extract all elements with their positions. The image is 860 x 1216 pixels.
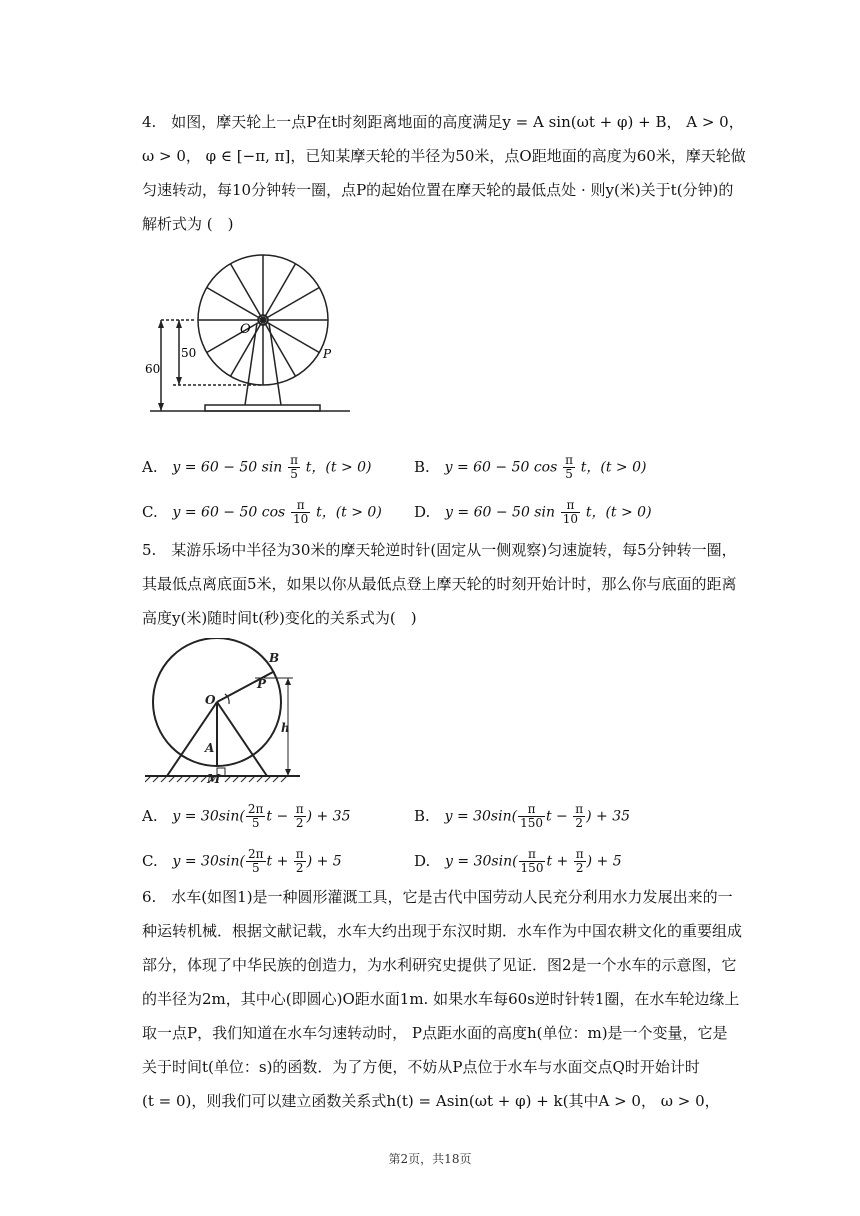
label-h: h — [281, 721, 290, 735]
q6-line-1: 6. 水车(如图1)是一种圆形灌溉工具，它是古代中国劳动人民充分利用水力发展出来的一 — [142, 888, 733, 906]
option-label: A. — [142, 806, 158, 825]
label-O: O — [205, 693, 216, 707]
page-footer: 第2页，共18页 — [388, 1152, 472, 1166]
q5-line-1: 5. 某游乐场中半径为30米的摩天轮逆时针(固定从一侧观察)匀速旋转，每5分钟转一圈， — [142, 541, 737, 559]
q5-option-d[interactable]: D. y = 30sin( $\frac{\pi}{150}$ t + $\frac{\pi}{2}$ ) + 5 — [414, 847, 622, 875]
option-label: D. — [414, 502, 431, 521]
q6-line-5: 取一点P，我们知道在水车匀速转动时， P点距水面的高度h(单位：m)是一个变量，它是 — [142, 1024, 728, 1042]
label-B: B — [269, 651, 280, 665]
q6-line-7: (t = 0)，则我们可以建立函数关系式h(t) = Asin(ωt + φ) + k(其中A > 0， ω > 0， — [142, 1092, 720, 1110]
q4-option-c[interactable]: C. y = 60 − 50 cos $\frac{\pi}{10}$ t，(t > 0) — [142, 498, 382, 526]
option-label: B. — [414, 457, 430, 476]
ferris-wheel-figure — [145, 245, 360, 420]
option-label: B. — [414, 806, 430, 825]
label-P: P — [323, 347, 332, 361]
q6-line-3: 部分，体现了中华民族的创造力，为水利研究史提供了见证．图2是一个水车的示意图，它 — [142, 956, 737, 974]
label-50: 50 — [181, 346, 197, 360]
q6-line-4: 的半径为2m，其中心(即圆心)O距水面1m. 如果水车每60s逆时针转1圈，在水车轮边缘上 — [142, 990, 740, 1008]
label-M: M — [207, 772, 221, 786]
q5-line-2: 其最低点离底面5米，如果以你从最低点登上摩天轮的时刻开始计时，那么你与底面的距离 — [142, 575, 737, 593]
option-label: C. — [142, 851, 158, 870]
q4-option-b[interactable]: B. y = 60 − 50 cos $\frac{\pi}{5}$ t，(t > 0) — [414, 453, 647, 481]
label-A: A — [205, 741, 215, 755]
q6-line-2: 种运转机械．根据文献记载，水车大约出现于东汉时期．水车作为中国农耕文化的重要组成 — [142, 922, 743, 940]
q5-option-c[interactable]: C. y = 30sin( $\frac{2\pi}{5}$ t + $\frac{\pi}{2}$ ) + 5 — [142, 847, 342, 875]
q4-line-1: 4. 如图，摩天轮上一点P在t时刻距离地面的高度满足y = A sin(ωt + φ) + B， A > 0， — [142, 113, 744, 131]
q5-line-3: 高度y(米)随时间t(秒)变化的关系式为( ) — [142, 609, 417, 627]
label-P: P — [257, 677, 267, 691]
q4-line-4: 解析式为 ( ) — [142, 215, 234, 233]
q4-line-2: ω > 0， φ ∈ [−π, π]，已知某摩天轮的半径为50米，点O距地面的高度为60米，摩天轮做 — [142, 147, 746, 165]
option-label: A. — [142, 457, 158, 476]
q5-option-b[interactable]: B. y = 30sin( $\frac{\pi}{150}$ t − $\frac{\pi}{2}$ ) + 35 — [414, 802, 631, 830]
q4-option-d[interactable]: D. y = 60 − 50 sin $\frac{\pi}{10}$ t，(t > 0) — [414, 498, 652, 526]
q5-option-a[interactable]: A. y = 30sin( $\frac{2\pi}{5}$ t − $\frac{\pi}{2}$ ) + 35 — [142, 802, 351, 830]
q4-option-a[interactable]: A. y = 60 − 50 sin $\frac{\pi}{5}$ t，(t > 0) — [142, 453, 372, 481]
label-60: 60 — [145, 362, 161, 376]
q4-line-3: 匀速转动，每10分钟转一圈，点P的起始位置在摩天轮的最低点处 · 则y(米)关于t(分钟)的 — [142, 181, 734, 199]
ferris-wheel-figure-2 — [145, 638, 305, 786]
label-O: O — [240, 322, 251, 337]
q6-line-6: 关于时间t(单位：s)的函数．为了方便，不妨从P点位于水车与水面交点Q时开始计时 — [142, 1058, 700, 1076]
option-label: C. — [142, 502, 158, 521]
option-label: D. — [414, 851, 431, 870]
